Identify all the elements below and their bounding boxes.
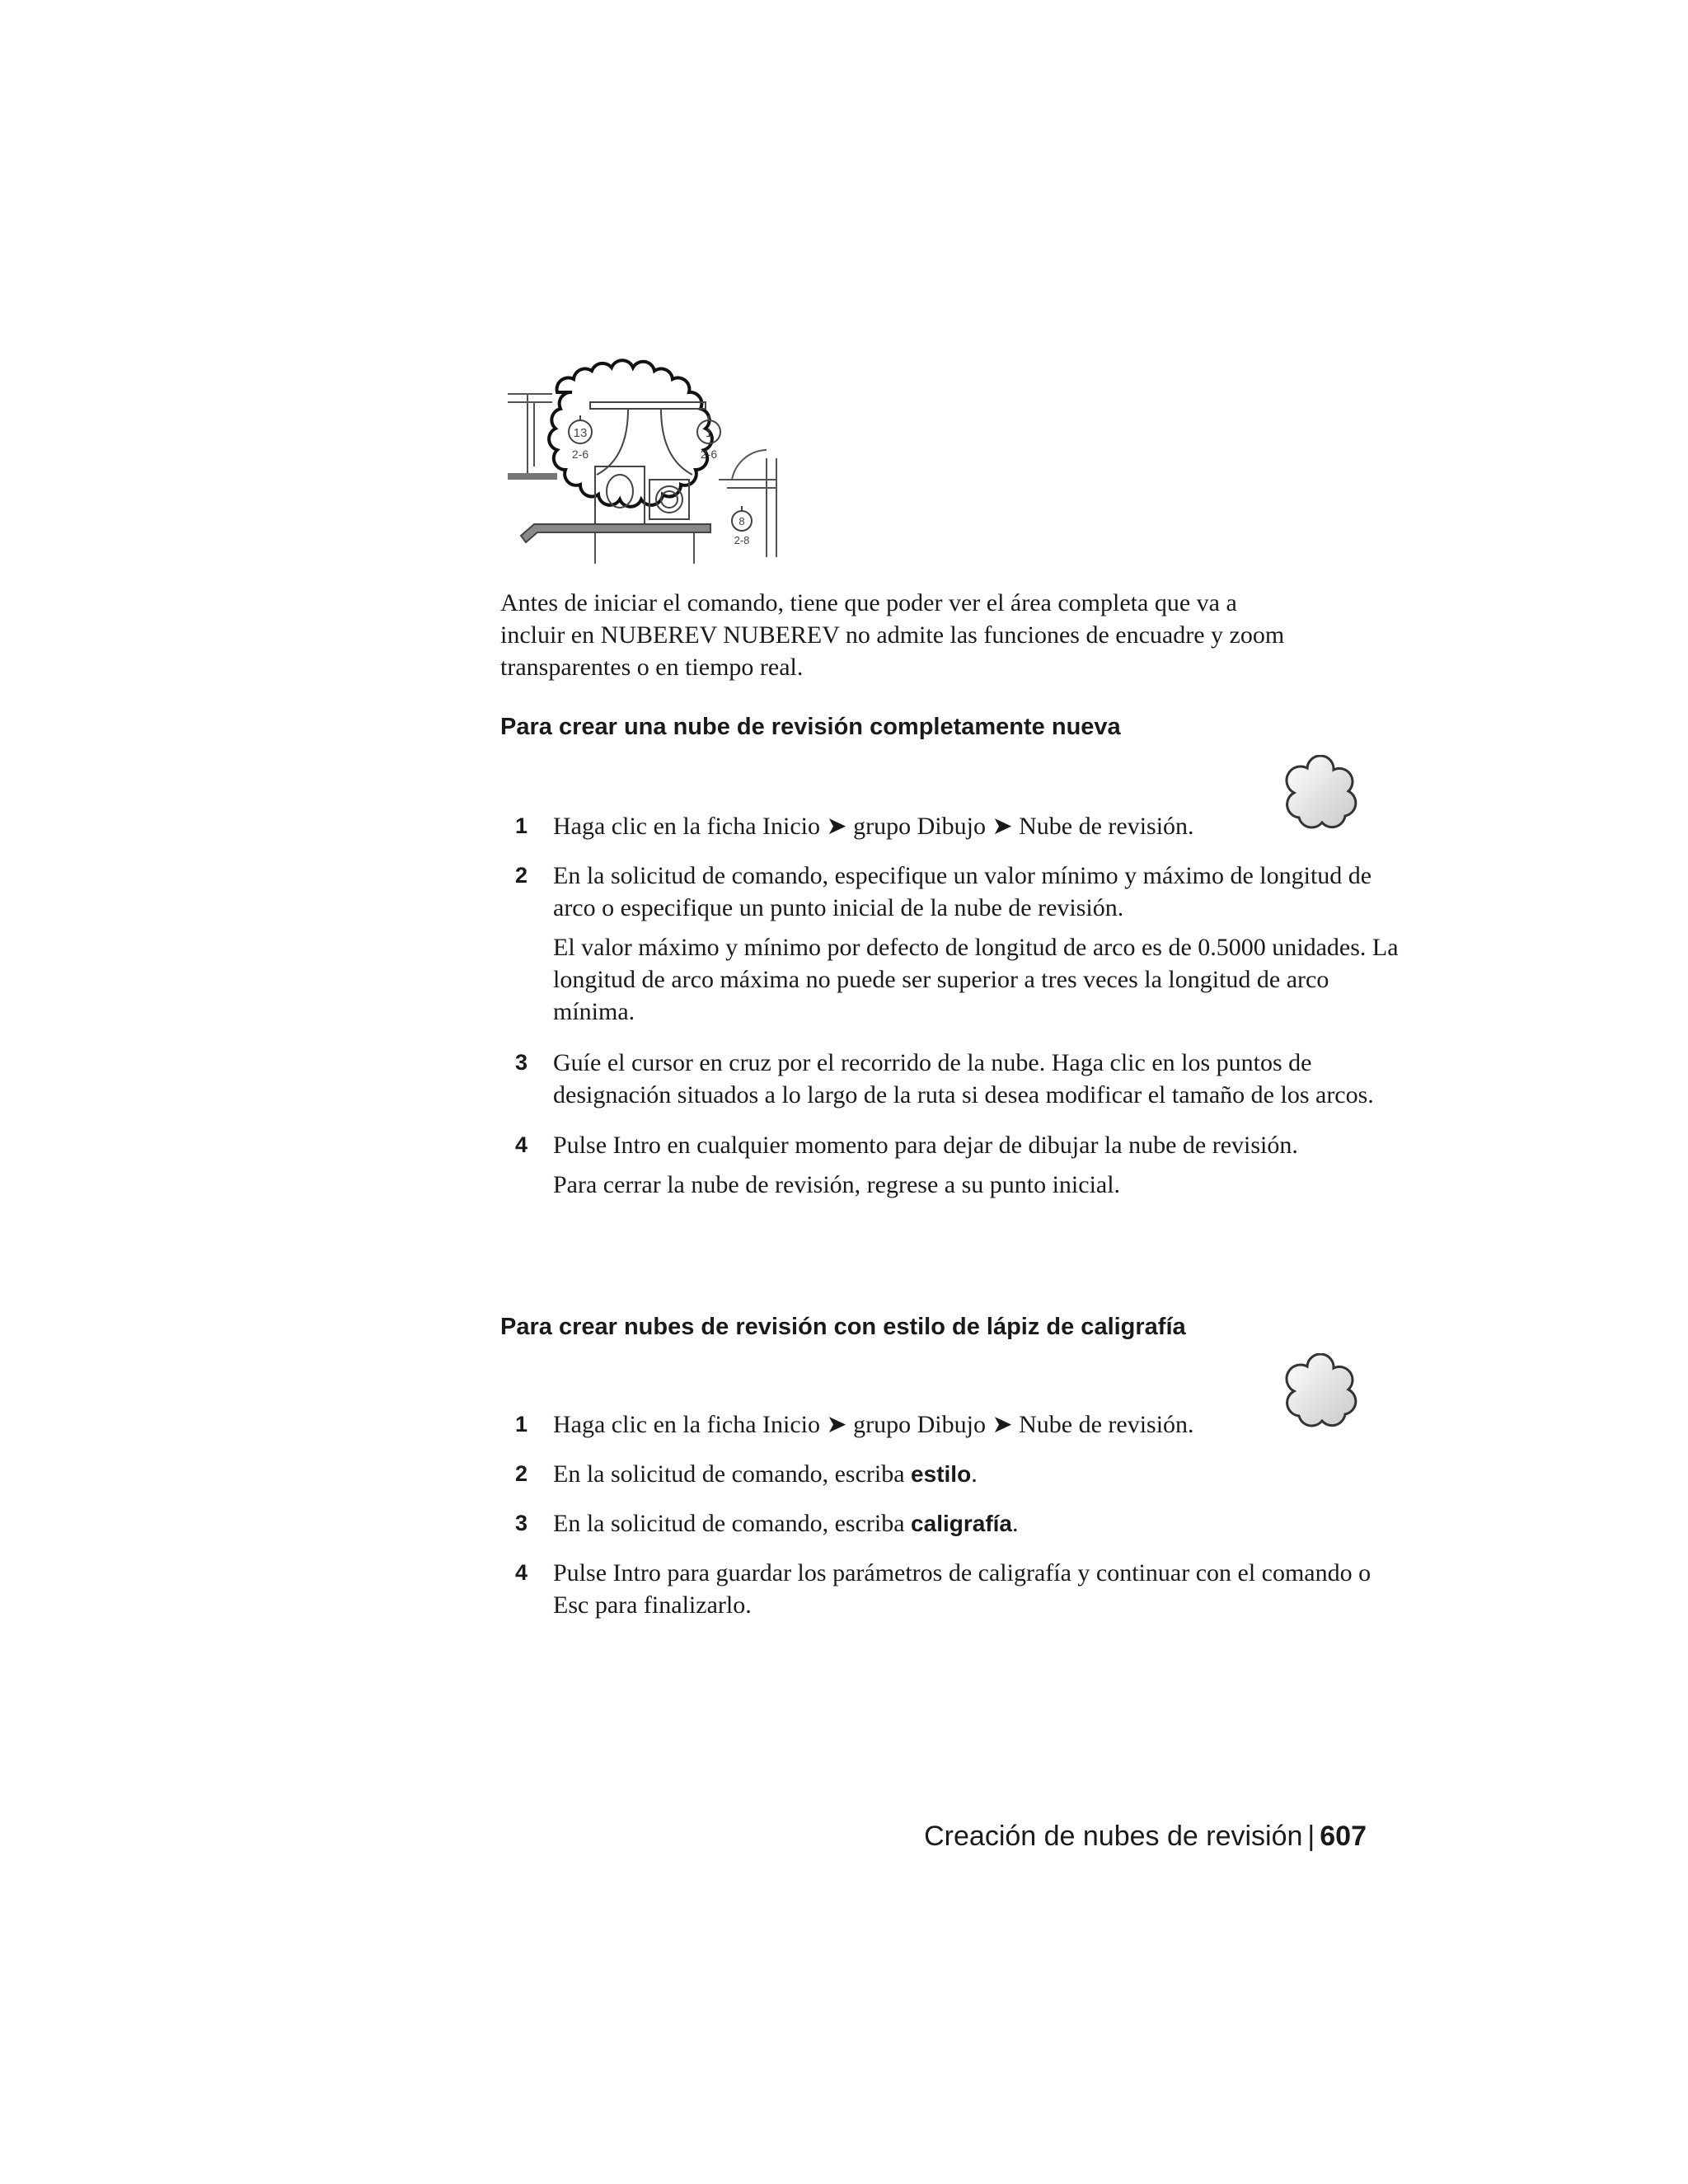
step-text-prefix: En la solicitud de comando, escriba bbox=[553, 1460, 912, 1488]
step-number: 2 bbox=[515, 863, 528, 888]
step-item bbox=[500, 1458, 1407, 1490]
step-number: 1 bbox=[515, 1412, 528, 1436]
running-title: Creación de nubes de revisión bbox=[924, 1821, 1303, 1852]
step-text: Pulse Intro para guardar los parámetros de caligrafía y continuar con el comando o Esc para finalizarlo. bbox=[553, 1559, 1372, 1619]
page-number: 607 bbox=[1320, 1821, 1367, 1852]
footer-separator: | bbox=[1307, 1821, 1315, 1852]
command-keyword: estilo bbox=[911, 1461, 972, 1487]
step-number: 3 bbox=[515, 1050, 528, 1075]
step-item bbox=[500, 1507, 1407, 1540]
section-tag-b-ref: 2-6 bbox=[700, 448, 718, 461]
intro-paragraph bbox=[500, 587, 1390, 683]
step-item bbox=[500, 810, 1407, 842]
step-text-prefix: En la solicitud de comando, escriba bbox=[553, 1510, 912, 1537]
page-footer bbox=[924, 1818, 1367, 1854]
step-number: 3 bbox=[515, 1511, 528, 1535]
intro-line: incluir en NUBEREV NUBEREV no admite las funciones de encuadre y zoom bbox=[500, 621, 1285, 649]
step-number: 2 bbox=[515, 1461, 528, 1486]
step-item bbox=[500, 1408, 1407, 1441]
step-text: En la solicitud de comando, especifique un valor mínimo y máximo de longitud de arco o especifique un punto inicial de la nube de revisión. bbox=[553, 862, 1372, 921]
step-number: 4 bbox=[515, 1560, 528, 1585]
step-item bbox=[500, 860, 1407, 1028]
section-tag-a-number: 13 bbox=[573, 426, 588, 440]
step-text: Haga clic en la ficha Inicio ➤ grupo Dibujo ➤ Nube de revisión. bbox=[553, 813, 1194, 840]
step-item bbox=[500, 1557, 1407, 1621]
steps-list-new-cloud bbox=[500, 810, 1407, 1201]
section-tag-a-ref: 2-6 bbox=[571, 448, 589, 461]
section-tag-c-number: 8 bbox=[738, 515, 745, 527]
section-heading-calligraphy-cloud: Para crear nubes de revisión con estilo de lápiz de caligrafía bbox=[500, 1314, 1186, 1340]
step-note: El valor máximo y mínimo por defecto de longitud de arco es de 0.5000 unidades. La longitud de arco máxima no puede ser superior a tres veces la longitud de arco mínima. bbox=[553, 934, 1399, 1025]
step-number: 4 bbox=[515, 1132, 528, 1157]
step-text: Pulse Intro en cualquier momento para dejar de dibujar la nube de revisión. bbox=[553, 1132, 1298, 1159]
intro-line: transparentes o en tiempo real. bbox=[500, 654, 804, 681]
step-text: Haga clic en la ficha Inicio ➤ grupo Dibujo ➤ Nube de revisión. bbox=[553, 1411, 1194, 1438]
section-heading-new-cloud: Para crear una nube de revisión completamente nueva bbox=[500, 714, 1121, 740]
step-text bbox=[553, 1507, 1407, 1540]
command-keyword: caligrafía bbox=[911, 1511, 1012, 1536]
step-text-suffix: . bbox=[971, 1460, 978, 1488]
section-tag-c-ref: 2-8 bbox=[734, 534, 750, 546]
steps-list-calligraphy-cloud bbox=[500, 1408, 1407, 1638]
step-number: 1 bbox=[515, 813, 528, 838]
step-text: Guíe el cursor en cruz por el recorrido de la nube. Haga clic en los puntos de designación situados a lo largo de la ruta si desea modificar el tamaño de los arcos. bbox=[553, 1049, 1374, 1108]
step-item bbox=[500, 1047, 1407, 1111]
step-note: Para cerrar la nube de revisión, regrese a su punto inicial. bbox=[553, 1171, 1121, 1198]
revision-cloud-illustration bbox=[504, 335, 785, 564]
intro-line: Antes de iniciar el comando, tiene que poder ver el área completa que va a bbox=[500, 589, 1237, 616]
step-item bbox=[500, 1129, 1407, 1201]
step-text bbox=[553, 1458, 1407, 1490]
step-text-suffix: . bbox=[1012, 1510, 1019, 1537]
section-tag-b-number: 1 bbox=[705, 426, 713, 440]
